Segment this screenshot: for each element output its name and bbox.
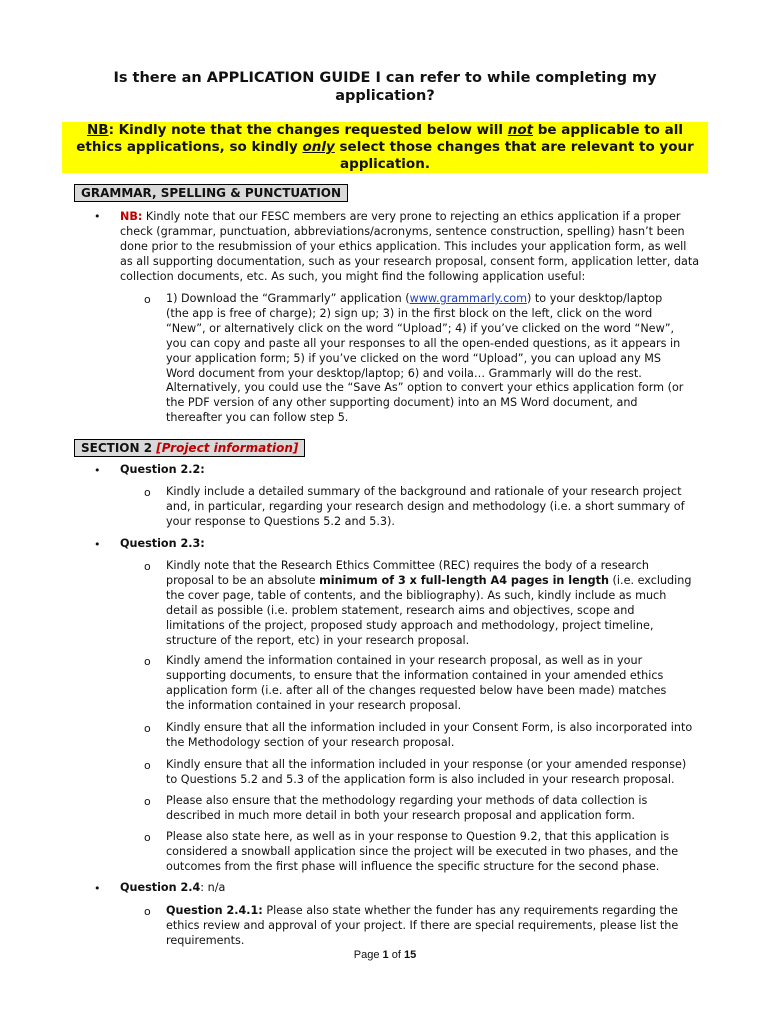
section2-heading-sub: [Project information] xyxy=(156,441,299,455)
item-text: (i.e. excluding the cover page, table of contents, and the bibliography). As such, kindly include as much detail as possible (i.e. problem statement, research aims and objectives, scope and limitations of the project, proposed study approach and methodology, project timeline, structure of the report, etc) in your research proposal. xyxy=(166,573,692,647)
item-text: Please also state whether the funder has any requirements regarding the ethics review and approval of your project. If there are special requirements, please list the requirements. xyxy=(166,904,679,947)
grammarly-text: 1) Download the “Grammarly” application ( xyxy=(166,292,410,305)
question-label: Question 2.4 xyxy=(120,881,201,894)
question-label: Question 2.3: xyxy=(120,537,205,550)
bullet-glyph: • xyxy=(94,210,101,223)
bullet-glyph: • xyxy=(94,538,101,551)
question-2-3-item-3: Kindly ensure that all the information included in your Consent Form, is also incorporated into the Methodology section of your research proposal. xyxy=(166,721,693,749)
document-title: Is there an APPLICATION GUIDE I can refer to while completing my application? xyxy=(113,70,657,104)
question-2-2-item: Kindly include a detailed summary of the background and rationale of your research project and, in particular, regarding your research design and methodology (i.e. a short summary of your response to Questions 5.2 and 5.3). xyxy=(166,485,685,528)
question-2-3-item-5: Please also ensure that the methodology regarding your methods of data collection is described in much more detail in both your research proposal and application form. xyxy=(166,794,648,822)
bullet-glyph: • xyxy=(94,882,101,895)
question-2-3-item-4: Kindly ensure that all the information included in your response (or your amended response) to Questions 5.2 and 5.3 of the application form is also included in your research proposal. xyxy=(166,758,687,786)
nb-banner-label: NB xyxy=(86,122,109,138)
grammar-nb-label: NB: xyxy=(120,210,143,223)
footer-page-number: 1 xyxy=(382,949,389,961)
circle-glyph: o xyxy=(144,655,151,668)
grammar-nb-text: Kindly note that our FESC members are very prone to rejecting an ethics application if a proper check (grammar, punctuation, abbreviations/acronyms, sentence construction, spelling) hasn’t been done prior to the resubmission of your ethics application. This includes your application form, as well as all supporting documentation, such as your research proposal, consent form, application letter, data collection documents, etc. As such, you might find the following application useful: xyxy=(120,210,700,283)
nb-banner-text: : Kindly note that the changes requested below will xyxy=(108,122,508,138)
grammarly-link[interactable]: www.grammarly.com xyxy=(409,292,527,305)
nb-banner-not: not xyxy=(507,122,534,138)
item-bold-text: minimum of 3 x full-length A4 pages in length xyxy=(319,573,609,587)
question-2-4-label xyxy=(120,881,225,896)
question-2-4-1 xyxy=(166,904,698,949)
question-2-3-item-1 xyxy=(166,559,696,648)
footer-of-word: of xyxy=(388,949,404,961)
grammarly-instructions xyxy=(166,292,684,426)
question-2-3-label xyxy=(120,537,205,552)
nb-banner xyxy=(62,122,708,173)
circle-glyph: o xyxy=(144,722,151,735)
circle-glyph: o xyxy=(144,759,151,772)
bullet-glyph: • xyxy=(94,464,101,477)
circle-glyph: o xyxy=(144,560,151,573)
section2-heading-text: SECTION 2 xyxy=(81,441,157,455)
circle-glyph: o xyxy=(144,486,151,499)
section2-heading xyxy=(74,439,305,457)
circle-glyph: o xyxy=(144,831,151,844)
nb-banner-text: be applicable to all ethics applications, so kindly xyxy=(76,122,684,155)
question-2-2-label xyxy=(120,463,205,478)
question-2-3-item-6: Please also state here, as well as in your response to Question 9.2, that this application is considered a snowball application since the project will be executed in two phases, and the outcomes from the first phase will influence the specific structure for the second phase. xyxy=(166,830,679,873)
page-footer xyxy=(0,949,770,961)
question-label: Question 2.2: xyxy=(120,463,205,476)
question-2-3-item-2: Kindly amend the information contained in your research proposal, as well as in your supporting documents, to ensure that the information contained in your amended ethics application form (i.e. after all of the changes requested below have been made) matches the information contained in your research proposal. xyxy=(166,654,667,712)
grammar-section-heading: GRAMMAR, SPELLING & PUNCTUATION xyxy=(74,184,348,202)
circle-glyph: o xyxy=(144,795,151,808)
grammarly-text: ) to your desktop/laptop (the app is free of charge); 2) sign up; 3) in the first block on the left, click on the word “New”, or alternatively click on the word “Upload”; 4) if you’ve clicked on the word “New”, you can copy and paste all your responses to all the open-ended questions, as it appears in your application form; 5) if you’ve clicked on the word “Upload”, you can upload any MS Word document from your desktop/laptop; 6) and voila… Grammarly will do the rest. Alternatively, you could use the “Save As” option to convert your ethics application form (or the PDF version of any other supporting document) into an MS Word document, and thereafter you can follow step 5. xyxy=(166,292,684,425)
circle-glyph: o xyxy=(144,905,151,918)
footer-page-total: 15 xyxy=(403,949,417,961)
grammar-nb-paragraph xyxy=(120,210,700,285)
question-value: : n/a xyxy=(200,881,226,894)
nb-banner-only: only xyxy=(302,139,335,155)
question-label: Question 2.4.1: xyxy=(166,904,263,917)
item-text: Kindly note that the Research Ethics Committee (REC) requires the body of a research proposal to be an absolute xyxy=(166,559,649,587)
circle-glyph: o xyxy=(144,293,151,306)
nb-banner-text: select those changes that are relevant to your application. xyxy=(334,139,694,172)
footer-page-word: Page xyxy=(353,949,383,961)
